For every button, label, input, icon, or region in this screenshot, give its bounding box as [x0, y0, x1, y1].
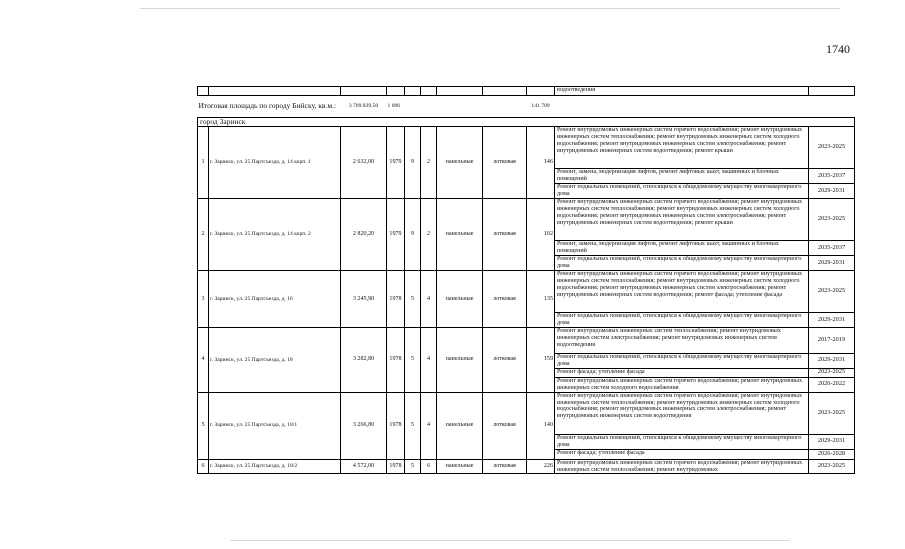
- city-heading: город Заринск: [198, 118, 855, 127]
- work-description: Ремонт внутридомовых инженерных систем горячего водоснабжения; ремонт внутридомовых инженерных систем теплоснабжения; ремонт внутридомовых инженерных систем холодного водоснабжения; ремонт внутридомовых инженерных систем электроснабжения; ремонт внутридомовых инженерных систем водоотведения; ремонт фасада; утепление фасада: [555, 271, 809, 313]
- total-count: 1 096: [387, 103, 401, 110]
- building-floors: 9: [405, 127, 421, 199]
- work-description: Ремонт, замена, модернизация лифтов, ремонт лифтовых шахт, машинных и блочных помещений: [555, 241, 809, 256]
- work-period: 2023-2025: [809, 127, 855, 169]
- work-description: Ремонт внутридомовых инженерных систем горячего водоснабжения; ремонт внутридомовых инженерных систем холодного водоснабжения: [555, 377, 809, 392]
- building-code: 146: [527, 127, 555, 199]
- work-row: [198, 199, 855, 241]
- building-number: 1: [198, 127, 209, 199]
- work-period: 2029-2031: [809, 354, 855, 369]
- building-area: 3 245,90: [341, 271, 387, 328]
- building-address: г. Заринск, ул. 25 Партсъезда, д. 16: [209, 271, 341, 328]
- work-row: [198, 127, 855, 169]
- building-number: 5: [198, 392, 209, 459]
- work-period: 2020-2022: [809, 377, 855, 392]
- work-row: [198, 392, 855, 434]
- building-area: 2 632,00: [341, 127, 387, 199]
- work-description: Ремонт подвальных помещений, относящихся к общедомовому имуществу многоквартирного дома: [555, 434, 809, 449]
- work-period: 2017-2019: [809, 328, 855, 354]
- building-roof-type: лотковая: [483, 271, 527, 328]
- building-number: 4: [198, 328, 209, 393]
- building-wall-material: панельные: [437, 271, 483, 328]
- building-number: 2: [198, 199, 209, 271]
- building-address: г. Заринск, ул. 25 Партсъезда, д. 14 корп. 2: [209, 199, 341, 271]
- building-entrances: 4: [421, 392, 437, 459]
- building-floors: 5: [405, 459, 421, 474]
- work-row: [198, 271, 855, 313]
- work-period: 2023-2025: [809, 392, 855, 434]
- building-floors: 9: [405, 199, 421, 271]
- total-area: 3 709 839,50: [348, 103, 379, 110]
- building-year: 1978: [387, 392, 405, 459]
- work-description: Ремонт внутридомовых инженерных систем теплоснабжения; ремонт внутридомовых инженерных систем электроснабжения; ремонт внутридомовых инженерных систем водоотведения: [555, 328, 809, 354]
- building-code: 102: [527, 199, 555, 271]
- building-entrances: 2: [421, 127, 437, 199]
- building-area: 2 820,20: [341, 199, 387, 271]
- capital-repair-table-wrap: [197, 86, 855, 474]
- work-period: 2023-2025: [809, 271, 855, 313]
- building-area: 4 572,00: [341, 459, 387, 474]
- page-number: 1740: [826, 42, 850, 56]
- work-description: Ремонт внутридомовых инженерных систем горячего водоснабжения; ремонт внутридомовых инженерных систем теплоснабжения; ремонт внутридомовых инженерных систем холодного водоснабжения; ремонт внутридомовых инженерных систем электроснабжения; ремонт внутридомовых инженерных систем водоотведения; ремонт крыши: [555, 199, 809, 241]
- work-description: Ремонт фасада; утепление фасада: [555, 368, 809, 377]
- building-code: 226: [527, 459, 555, 474]
- building-floors: 5: [405, 271, 421, 328]
- building-address: г. Заринск, ул. 25 Партсъезда, д. 18/2: [209, 459, 341, 474]
- work-description: Ремонт внутридомовых инженерных систем горячего водоснабжения; ремонт внутридомовых инженерных систем теплоснабжения; ремонт внутридомовых инженерных систем холодного водоснабжения; ремонт внутридомовых инженерных систем электроснабжения; ремонт внутридомовых инженерных систем водоотведения: [555, 392, 809, 434]
- building-entrances: 6: [421, 459, 437, 474]
- building-entrances: 4: [421, 271, 437, 328]
- building-roof-type: лотковая: [483, 328, 527, 393]
- work-description: Ремонт подвальных помещений, относящихся к общедомовому имуществу многоквартирного дома: [555, 184, 809, 199]
- building-roof-type: лотковая: [483, 392, 527, 459]
- building-floors: 5: [405, 328, 421, 393]
- work-period: 2029-2031: [809, 256, 855, 271]
- work-row: [198, 328, 855, 354]
- building-roof-type: лотковая: [483, 459, 527, 474]
- building-code: 159: [527, 328, 555, 393]
- work-period: 2023-2025: [809, 459, 855, 474]
- building-code: 140: [527, 392, 555, 459]
- building-wall-material: панельные: [437, 328, 483, 393]
- building-wall-material: панельные: [437, 199, 483, 271]
- building-year: 1979: [387, 199, 405, 271]
- building-year: 1978: [387, 271, 405, 328]
- work-period: 2023-2025: [809, 199, 855, 241]
- work-period: 2026-2028: [809, 449, 855, 459]
- building-floors: 5: [405, 392, 421, 459]
- building-area: 3 282,80: [341, 328, 387, 393]
- building-wall-material: панельные: [437, 127, 483, 199]
- work-period: 2029-2031: [809, 184, 855, 199]
- work-period: 2029-2031: [809, 434, 855, 449]
- building-entrances: 2: [421, 199, 437, 271]
- scan-artifact-bottom: [230, 540, 790, 541]
- building-address: г. Заринск, ул. 25 Партсъезда, д. 18: [209, 328, 341, 393]
- building-number: 6: [198, 459, 209, 474]
- work-description: Ремонт фасада; утепление фасада: [555, 449, 809, 459]
- work-period: 2029-2031: [809, 313, 855, 328]
- work-description: Ремонт, замена, модернизация лифтов, ремонт лифтовых шахт, машинных и блочных помещений: [555, 169, 809, 184]
- work-description: Ремонт подвальных помещений, относящихся к общедомовому имуществу многоквартирного дома: [555, 354, 809, 369]
- building-address: г. Заринск, ул. 25 Партсъезда, д. 14 корп. 1: [209, 127, 341, 199]
- building-year: 1978: [387, 328, 405, 393]
- work-description: Ремонт внутридомовых инженерных систем горячего водоснабжения; ремонт внутридомовых инженерных систем теплоснабжения; ремонт внутридомовых инженерных систем холодного водоснабжения; ремонт внутридомовых инженерных систем электроснабжения; ремонт внутридомовых инженерных систем водоотведения; ремонт крыши: [555, 127, 809, 169]
- total-sum: 141 709: [531, 103, 550, 110]
- building-wall-material: панельные: [437, 459, 483, 474]
- work-period: 2035-2037: [809, 169, 855, 184]
- building-year: 1978: [387, 459, 405, 474]
- work-description: Ремонт подвальных помещений, относящихся к общедомовому имуществу многоквартирного дома: [555, 313, 809, 328]
- building-roof-type: лотковая: [483, 127, 527, 199]
- total-row: [198, 96, 855, 118]
- building-code: 135: [527, 271, 555, 328]
- building-roof-type: лотковая: [483, 199, 527, 271]
- building-address: г. Заринск, ул. 25 Партсъезда, д. 18/1: [209, 392, 341, 459]
- work-cell: водоотведения: [555, 87, 809, 96]
- building-number: 3: [198, 271, 209, 328]
- building-wall-material: панельные: [437, 392, 483, 459]
- work-description: Ремонт подвальных помещений, относящихся к общедомовому имуществу многоквартирного дома: [555, 256, 809, 271]
- building-year: 1979: [387, 127, 405, 199]
- work-period: 2023-2025: [809, 368, 855, 377]
- work-description: Ремонт внутридомовых инженерных систем горячего водоснабжения; ремонт внутридомовых инженерных систем теплоснабжения; ремонт внутридомовых: [555, 459, 809, 474]
- scan-artifact-top: [140, 8, 840, 9]
- city-row: [198, 118, 855, 127]
- capital-repair-table: [197, 86, 855, 474]
- building-area: 3 266,80: [341, 392, 387, 459]
- total-label: Итоговая площадь по городу Бийску, кв.м.:: [198, 101, 337, 111]
- building-entrances: 4: [421, 328, 437, 393]
- work-row: [198, 459, 855, 474]
- work-period: 2035-2037: [809, 241, 855, 256]
- top-row: [198, 87, 855, 96]
